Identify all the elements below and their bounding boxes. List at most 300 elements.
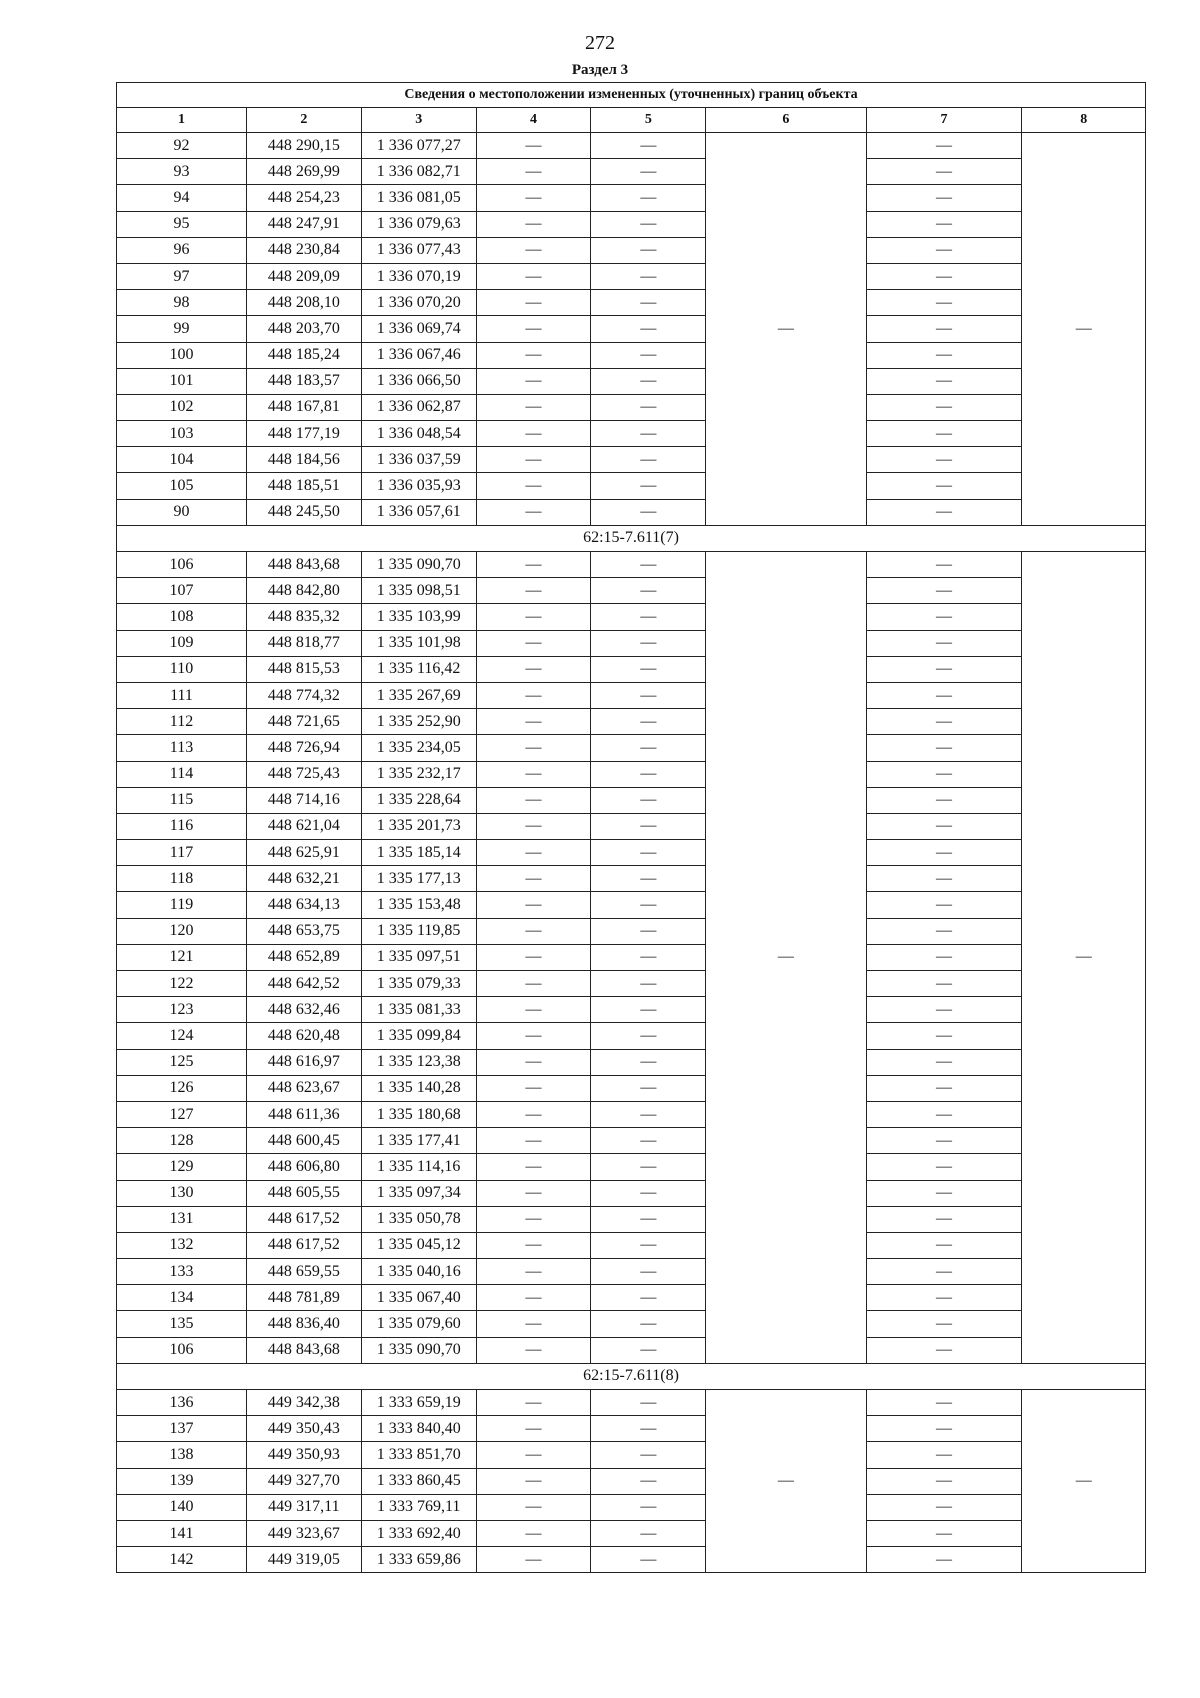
y-coordinate-cell: 1 335 090,70 <box>361 552 476 578</box>
x-coordinate-cell: 448 725,43 <box>246 761 361 787</box>
table-row <box>117 211 1146 237</box>
y-coordinate-cell: 1 336 077,43 <box>361 237 476 263</box>
column-4-cell: — <box>476 918 591 944</box>
point-number-cell: 95 <box>117 211 247 237</box>
y-coordinate-cell: 1 335 180,68 <box>361 1101 476 1127</box>
y-coordinate-cell: 1 336 057,61 <box>361 499 476 525</box>
column-7-cell: — <box>866 656 1022 682</box>
y-coordinate-cell: 1 336 077,27 <box>361 133 476 159</box>
point-number-cell: 122 <box>117 971 247 997</box>
point-number-cell: 105 <box>117 473 247 499</box>
x-coordinate-cell: 448 653,75 <box>246 918 361 944</box>
point-number-cell: 141 <box>117 1520 247 1546</box>
table-row <box>117 552 1146 578</box>
column-4-cell: — <box>476 656 591 682</box>
column-4-cell: — <box>476 840 591 866</box>
column-7-cell: — <box>866 1075 1022 1101</box>
point-number-cell: 120 <box>117 918 247 944</box>
table-row <box>117 1494 1146 1520</box>
column-5-cell: — <box>591 421 706 447</box>
x-coordinate-cell: 448 621,04 <box>246 813 361 839</box>
header-row <box>117 108 1146 133</box>
table-row <box>117 630 1146 656</box>
column-5-cell: — <box>591 1128 706 1154</box>
point-number-cell: 129 <box>117 1154 247 1180</box>
column-4-cell: — <box>476 709 591 735</box>
x-coordinate-cell: 448 842,80 <box>246 578 361 604</box>
table-row <box>117 1311 1146 1337</box>
x-coordinate-cell: 448 184,56 <box>246 447 361 473</box>
page-number: 272 <box>585 32 615 54</box>
column-6-merged-cell: — <box>706 133 866 526</box>
table-row <box>117 1390 1146 1416</box>
point-number-cell: 108 <box>117 604 247 630</box>
column-5-cell: — <box>591 1075 706 1101</box>
column-header: 2 <box>246 108 361 133</box>
column-4-cell: — <box>476 1075 591 1101</box>
column-7-cell: — <box>866 578 1022 604</box>
column-5-cell: — <box>591 447 706 473</box>
point-number-cell: 99 <box>117 316 247 342</box>
x-coordinate-cell: 448 781,89 <box>246 1285 361 1311</box>
y-coordinate-cell: 1 335 050,78 <box>361 1206 476 1232</box>
column-header: 5 <box>591 108 706 133</box>
column-7-cell: — <box>866 840 1022 866</box>
column-7-cell: — <box>866 368 1022 394</box>
column-5-cell: — <box>591 1520 706 1546</box>
y-coordinate-cell: 1 336 062,87 <box>361 394 476 420</box>
y-coordinate-cell: 1 335 090,70 <box>361 1337 476 1363</box>
table-row <box>117 971 1146 997</box>
point-number-cell: 119 <box>117 892 247 918</box>
column-4-cell: — <box>476 1154 591 1180</box>
table-row <box>117 918 1146 944</box>
y-coordinate-cell: 1 335 067,40 <box>361 1285 476 1311</box>
column-7-cell: — <box>866 735 1022 761</box>
table-row <box>117 656 1146 682</box>
column-4-cell: — <box>476 368 591 394</box>
column-5-cell: — <box>591 211 706 237</box>
x-coordinate-cell: 449 342,38 <box>246 1390 361 1416</box>
column-7-cell: — <box>866 447 1022 473</box>
column-4-cell: — <box>476 1547 591 1573</box>
point-number-cell: 134 <box>117 1285 247 1311</box>
y-coordinate-cell: 1 333 840,40 <box>361 1416 476 1442</box>
column-4-cell: — <box>476 1468 591 1494</box>
column-7-cell: — <box>866 159 1022 185</box>
column-4-cell: — <box>476 1023 591 1049</box>
column-7-cell: — <box>866 1259 1022 1285</box>
point-number-cell: 100 <box>117 342 247 368</box>
x-coordinate-cell: 448 843,68 <box>246 1337 361 1363</box>
column-5-cell: — <box>591 1390 706 1416</box>
point-number-cell: 117 <box>117 840 247 866</box>
column-4-cell: — <box>476 1337 591 1363</box>
y-coordinate-cell: 1 336 048,54 <box>361 421 476 447</box>
x-coordinate-cell: 448 254,23 <box>246 185 361 211</box>
y-coordinate-cell: 1 335 079,33 <box>361 971 476 997</box>
y-coordinate-cell: 1 336 081,05 <box>361 185 476 211</box>
column-4-cell: — <box>476 1206 591 1232</box>
column-7-cell: — <box>866 1101 1022 1127</box>
y-coordinate-cell: 1 335 098,51 <box>361 578 476 604</box>
y-coordinate-cell: 1 336 066,50 <box>361 368 476 394</box>
y-coordinate-cell: 1 335 116,42 <box>361 656 476 682</box>
table-row <box>117 237 1146 263</box>
point-number-cell: 102 <box>117 394 247 420</box>
column-6-merged-cell: — <box>706 552 866 1364</box>
x-coordinate-cell: 448 774,32 <box>246 682 361 708</box>
column-5-cell: — <box>591 316 706 342</box>
table-row <box>117 316 1146 342</box>
column-5-cell: — <box>591 1154 706 1180</box>
point-number-cell: 142 <box>117 1547 247 1573</box>
column-7-cell: — <box>866 1128 1022 1154</box>
table-row <box>117 1259 1146 1285</box>
table-row <box>117 368 1146 394</box>
y-coordinate-cell: 1 336 070,19 <box>361 263 476 289</box>
table-row <box>117 1547 1146 1573</box>
column-4-cell: — <box>476 421 591 447</box>
x-coordinate-cell: 448 616,97 <box>246 1049 361 1075</box>
column-header: 3 <box>361 108 476 133</box>
point-number-cell: 101 <box>117 368 247 394</box>
point-number-cell: 110 <box>117 656 247 682</box>
y-coordinate-cell: 1 335 045,12 <box>361 1232 476 1258</box>
table-row <box>117 944 1146 970</box>
point-number-cell: 132 <box>117 1232 247 1258</box>
column-5-cell: — <box>591 1232 706 1258</box>
column-7-cell: — <box>866 394 1022 420</box>
x-coordinate-cell: 448 659,55 <box>246 1259 361 1285</box>
x-coordinate-cell: 448 245,50 <box>246 499 361 525</box>
column-5-cell: — <box>591 342 706 368</box>
column-5-cell: — <box>591 552 706 578</box>
table-row <box>117 1023 1146 1049</box>
x-coordinate-cell: 448 632,46 <box>246 997 361 1023</box>
column-8-merged-cell: — <box>1022 1390 1146 1573</box>
column-7-cell: — <box>866 1468 1022 1494</box>
y-coordinate-cell: 1 335 101,98 <box>361 630 476 656</box>
column-header: 7 <box>866 108 1022 133</box>
table-row <box>117 1337 1146 1363</box>
column-5-cell: — <box>591 473 706 499</box>
column-5-cell: — <box>591 1180 706 1206</box>
point-number-cell: 113 <box>117 735 247 761</box>
point-number-cell: 128 <box>117 1128 247 1154</box>
table-row <box>117 263 1146 289</box>
column-header: 6 <box>706 108 866 133</box>
column-5-cell: — <box>591 840 706 866</box>
y-coordinate-cell: 1 336 082,71 <box>361 159 476 185</box>
column-5-cell: — <box>591 761 706 787</box>
column-7-cell: — <box>866 316 1022 342</box>
point-number-cell: 107 <box>117 578 247 604</box>
column-7-cell: — <box>866 892 1022 918</box>
column-5-cell: — <box>591 682 706 708</box>
point-number-cell: 114 <box>117 761 247 787</box>
column-4-cell: — <box>476 342 591 368</box>
x-coordinate-cell: 448 835,32 <box>246 604 361 630</box>
column-7-cell: — <box>866 1520 1022 1546</box>
column-7-cell: — <box>866 290 1022 316</box>
table-row <box>117 1154 1146 1180</box>
x-coordinate-cell: 448 209,09 <box>246 263 361 289</box>
point-number-cell: 126 <box>117 1075 247 1101</box>
y-coordinate-cell: 1 335 267,69 <box>361 682 476 708</box>
table-row <box>117 813 1146 839</box>
column-4-cell: — <box>476 1494 591 1520</box>
point-number-cell: 94 <box>117 185 247 211</box>
subsection-label: 62:15-7.611(7) <box>117 525 1146 551</box>
column-4-cell: — <box>476 578 591 604</box>
y-coordinate-cell: 1 336 037,59 <box>361 447 476 473</box>
x-coordinate-cell: 448 183,57 <box>246 368 361 394</box>
column-4-cell: — <box>476 787 591 813</box>
x-coordinate-cell: 448 843,68 <box>246 552 361 578</box>
column-5-cell: — <box>591 578 706 604</box>
table-row <box>117 866 1146 892</box>
table-row <box>117 447 1146 473</box>
column-5-cell: — <box>591 1494 706 1520</box>
point-number-cell: 137 <box>117 1416 247 1442</box>
point-number-cell: 112 <box>117 709 247 735</box>
y-coordinate-cell: 1 335 140,28 <box>361 1075 476 1101</box>
column-5-cell: — <box>591 604 706 630</box>
column-5-cell: — <box>591 787 706 813</box>
y-coordinate-cell: 1 335 228,64 <box>361 787 476 813</box>
point-number-cell: 115 <box>117 787 247 813</box>
column-4-cell: — <box>476 630 591 656</box>
column-7-cell: — <box>866 1494 1022 1520</box>
column-7-cell: — <box>866 499 1022 525</box>
column-7-cell: — <box>866 1232 1022 1258</box>
column-5-cell: — <box>591 1547 706 1573</box>
point-number-cell: 116 <box>117 813 247 839</box>
column-4-cell: — <box>476 1232 591 1258</box>
x-coordinate-cell: 448 611,36 <box>246 1101 361 1127</box>
y-coordinate-cell: 1 335 234,05 <box>361 735 476 761</box>
column-4-cell: — <box>476 473 591 499</box>
column-5-cell: — <box>591 1049 706 1075</box>
point-number-cell: 138 <box>117 1442 247 1468</box>
table-body <box>117 133 1146 1573</box>
column-7-cell: — <box>866 604 1022 630</box>
column-4-cell: — <box>476 290 591 316</box>
column-7-cell: — <box>866 1206 1022 1232</box>
table-row <box>117 1206 1146 1232</box>
y-coordinate-cell: 1 335 114,16 <box>361 1154 476 1180</box>
column-5-cell: — <box>591 1206 706 1232</box>
column-7-cell: — <box>866 1337 1022 1363</box>
column-5-cell: — <box>591 133 706 159</box>
table-row <box>117 578 1146 604</box>
table-row <box>117 1416 1146 1442</box>
x-coordinate-cell: 448 269,99 <box>246 159 361 185</box>
table-row <box>117 1101 1146 1127</box>
column-8-merged-cell: — <box>1022 133 1146 526</box>
table-row <box>117 735 1146 761</box>
column-7-cell: — <box>866 944 1022 970</box>
column-4-cell: — <box>476 316 591 342</box>
column-6-merged-cell: — <box>706 1390 866 1573</box>
y-coordinate-cell: 1 335 040,16 <box>361 1259 476 1285</box>
x-coordinate-cell: 448 177,19 <box>246 421 361 447</box>
column-4-cell: — <box>476 1101 591 1127</box>
point-number-cell: 121 <box>117 944 247 970</box>
x-coordinate-cell: 448 600,45 <box>246 1128 361 1154</box>
table-caption: Сведения о местоположении измененных (уточненных) границ объекта <box>117 83 1146 108</box>
point-number-cell: 123 <box>117 997 247 1023</box>
column-7-cell: — <box>866 997 1022 1023</box>
column-7-cell: — <box>866 1416 1022 1442</box>
point-number-cell: 97 <box>117 263 247 289</box>
x-coordinate-cell: 448 606,80 <box>246 1154 361 1180</box>
x-coordinate-cell: 448 632,21 <box>246 866 361 892</box>
subsection-row <box>117 525 1146 551</box>
table-row <box>117 604 1146 630</box>
x-coordinate-cell: 448 836,40 <box>246 1311 361 1337</box>
x-coordinate-cell: 448 714,16 <box>246 787 361 813</box>
column-header: 8 <box>1022 108 1146 133</box>
table-row <box>117 1520 1146 1546</box>
x-coordinate-cell: 448 721,65 <box>246 709 361 735</box>
column-5-cell: — <box>591 656 706 682</box>
column-4-cell: — <box>476 1390 591 1416</box>
column-4-cell: — <box>476 1442 591 1468</box>
point-number-cell: 106 <box>117 1337 247 1363</box>
point-number-cell: 131 <box>117 1206 247 1232</box>
x-coordinate-cell: 448 818,77 <box>246 630 361 656</box>
column-5-cell: — <box>591 185 706 211</box>
x-coordinate-cell: 448 620,48 <box>246 1023 361 1049</box>
table-row <box>117 394 1146 420</box>
y-coordinate-cell: 1 336 079,63 <box>361 211 476 237</box>
column-7-cell: — <box>866 1285 1022 1311</box>
x-coordinate-cell: 448 208,10 <box>246 290 361 316</box>
column-5-cell: — <box>591 735 706 761</box>
point-number-cell: 103 <box>117 421 247 447</box>
table-row <box>117 840 1146 866</box>
column-5-cell: — <box>591 1311 706 1337</box>
point-number-cell: 139 <box>117 1468 247 1494</box>
table-row <box>117 1128 1146 1154</box>
column-5-cell: — <box>591 892 706 918</box>
x-coordinate-cell: 449 319,05 <box>246 1547 361 1573</box>
table-row <box>117 133 1146 159</box>
column-7-cell: — <box>866 421 1022 447</box>
x-coordinate-cell: 448 634,13 <box>246 892 361 918</box>
point-number-cell: 98 <box>117 290 247 316</box>
column-4-cell: — <box>476 1311 591 1337</box>
column-4-cell: — <box>476 499 591 525</box>
column-5-cell: — <box>591 263 706 289</box>
y-coordinate-cell: 1 335 177,41 <box>361 1128 476 1154</box>
column-4-cell: — <box>476 1049 591 1075</box>
column-5-cell: — <box>591 159 706 185</box>
column-4-cell: — <box>476 892 591 918</box>
point-number-cell: 136 <box>117 1390 247 1416</box>
x-coordinate-cell: 449 327,70 <box>246 1468 361 1494</box>
y-coordinate-cell: 1 333 860,45 <box>361 1468 476 1494</box>
y-coordinate-cell: 1 335 232,17 <box>361 761 476 787</box>
table-row <box>117 185 1146 211</box>
y-coordinate-cell: 1 335 185,14 <box>361 840 476 866</box>
column-4-cell: — <box>476 237 591 263</box>
column-7-cell: — <box>866 813 1022 839</box>
column-5-cell: — <box>591 1442 706 1468</box>
y-coordinate-cell: 1 335 177,13 <box>361 866 476 892</box>
coordinates-table <box>116 82 1146 1573</box>
column-7-cell: — <box>866 1023 1022 1049</box>
column-4-cell: — <box>476 997 591 1023</box>
table-row <box>117 342 1146 368</box>
column-4-cell: — <box>476 447 591 473</box>
column-7-cell: — <box>866 866 1022 892</box>
column-5-cell: — <box>591 1337 706 1363</box>
subsection-row <box>117 1363 1146 1389</box>
y-coordinate-cell: 1 335 252,90 <box>361 709 476 735</box>
column-4-cell: — <box>476 813 591 839</box>
column-5-cell: — <box>591 290 706 316</box>
column-4-cell: — <box>476 735 591 761</box>
column-4-cell: — <box>476 1285 591 1311</box>
table-row <box>117 761 1146 787</box>
column-5-cell: — <box>591 394 706 420</box>
table-row <box>117 1075 1146 1101</box>
x-coordinate-cell: 448 247,91 <box>246 211 361 237</box>
column-5-cell: — <box>591 1468 706 1494</box>
y-coordinate-cell: 1 333 659,86 <box>361 1547 476 1573</box>
table-row <box>117 1285 1146 1311</box>
point-number-cell: 92 <box>117 133 247 159</box>
column-4-cell: — <box>476 761 591 787</box>
column-7-cell: — <box>866 552 1022 578</box>
point-number-cell: 93 <box>117 159 247 185</box>
y-coordinate-cell: 1 335 097,51 <box>361 944 476 970</box>
x-coordinate-cell: 448 167,81 <box>246 394 361 420</box>
column-5-cell: — <box>591 866 706 892</box>
y-coordinate-cell: 1 335 123,38 <box>361 1049 476 1075</box>
subsection-label: 62:15-7.611(8) <box>117 1363 1146 1389</box>
column-7-cell: — <box>866 1180 1022 1206</box>
column-7-cell: — <box>866 682 1022 708</box>
column-8-merged-cell: — <box>1022 552 1146 1364</box>
column-4-cell: — <box>476 1520 591 1546</box>
table-row <box>117 892 1146 918</box>
column-5-cell: — <box>591 944 706 970</box>
y-coordinate-cell: 1 336 067,46 <box>361 342 476 368</box>
x-coordinate-cell: 448 617,52 <box>246 1232 361 1258</box>
column-5-cell: — <box>591 1416 706 1442</box>
column-7-cell: — <box>866 237 1022 263</box>
x-coordinate-cell: 448 230,84 <box>246 237 361 263</box>
column-4-cell: — <box>476 133 591 159</box>
x-coordinate-cell: 448 185,24 <box>246 342 361 368</box>
y-coordinate-cell: 1 336 069,74 <box>361 316 476 342</box>
point-number-cell: 90 <box>117 499 247 525</box>
x-coordinate-cell: 449 350,93 <box>246 1442 361 1468</box>
column-header: 4 <box>476 108 591 133</box>
y-coordinate-cell: 1 336 070,20 <box>361 290 476 316</box>
column-7-cell: — <box>866 1390 1022 1416</box>
table-row <box>117 1180 1146 1206</box>
column-4-cell: — <box>476 263 591 289</box>
table-row <box>117 159 1146 185</box>
column-7-cell: — <box>866 473 1022 499</box>
column-5-cell: — <box>591 971 706 997</box>
x-coordinate-cell: 449 350,43 <box>246 1416 361 1442</box>
